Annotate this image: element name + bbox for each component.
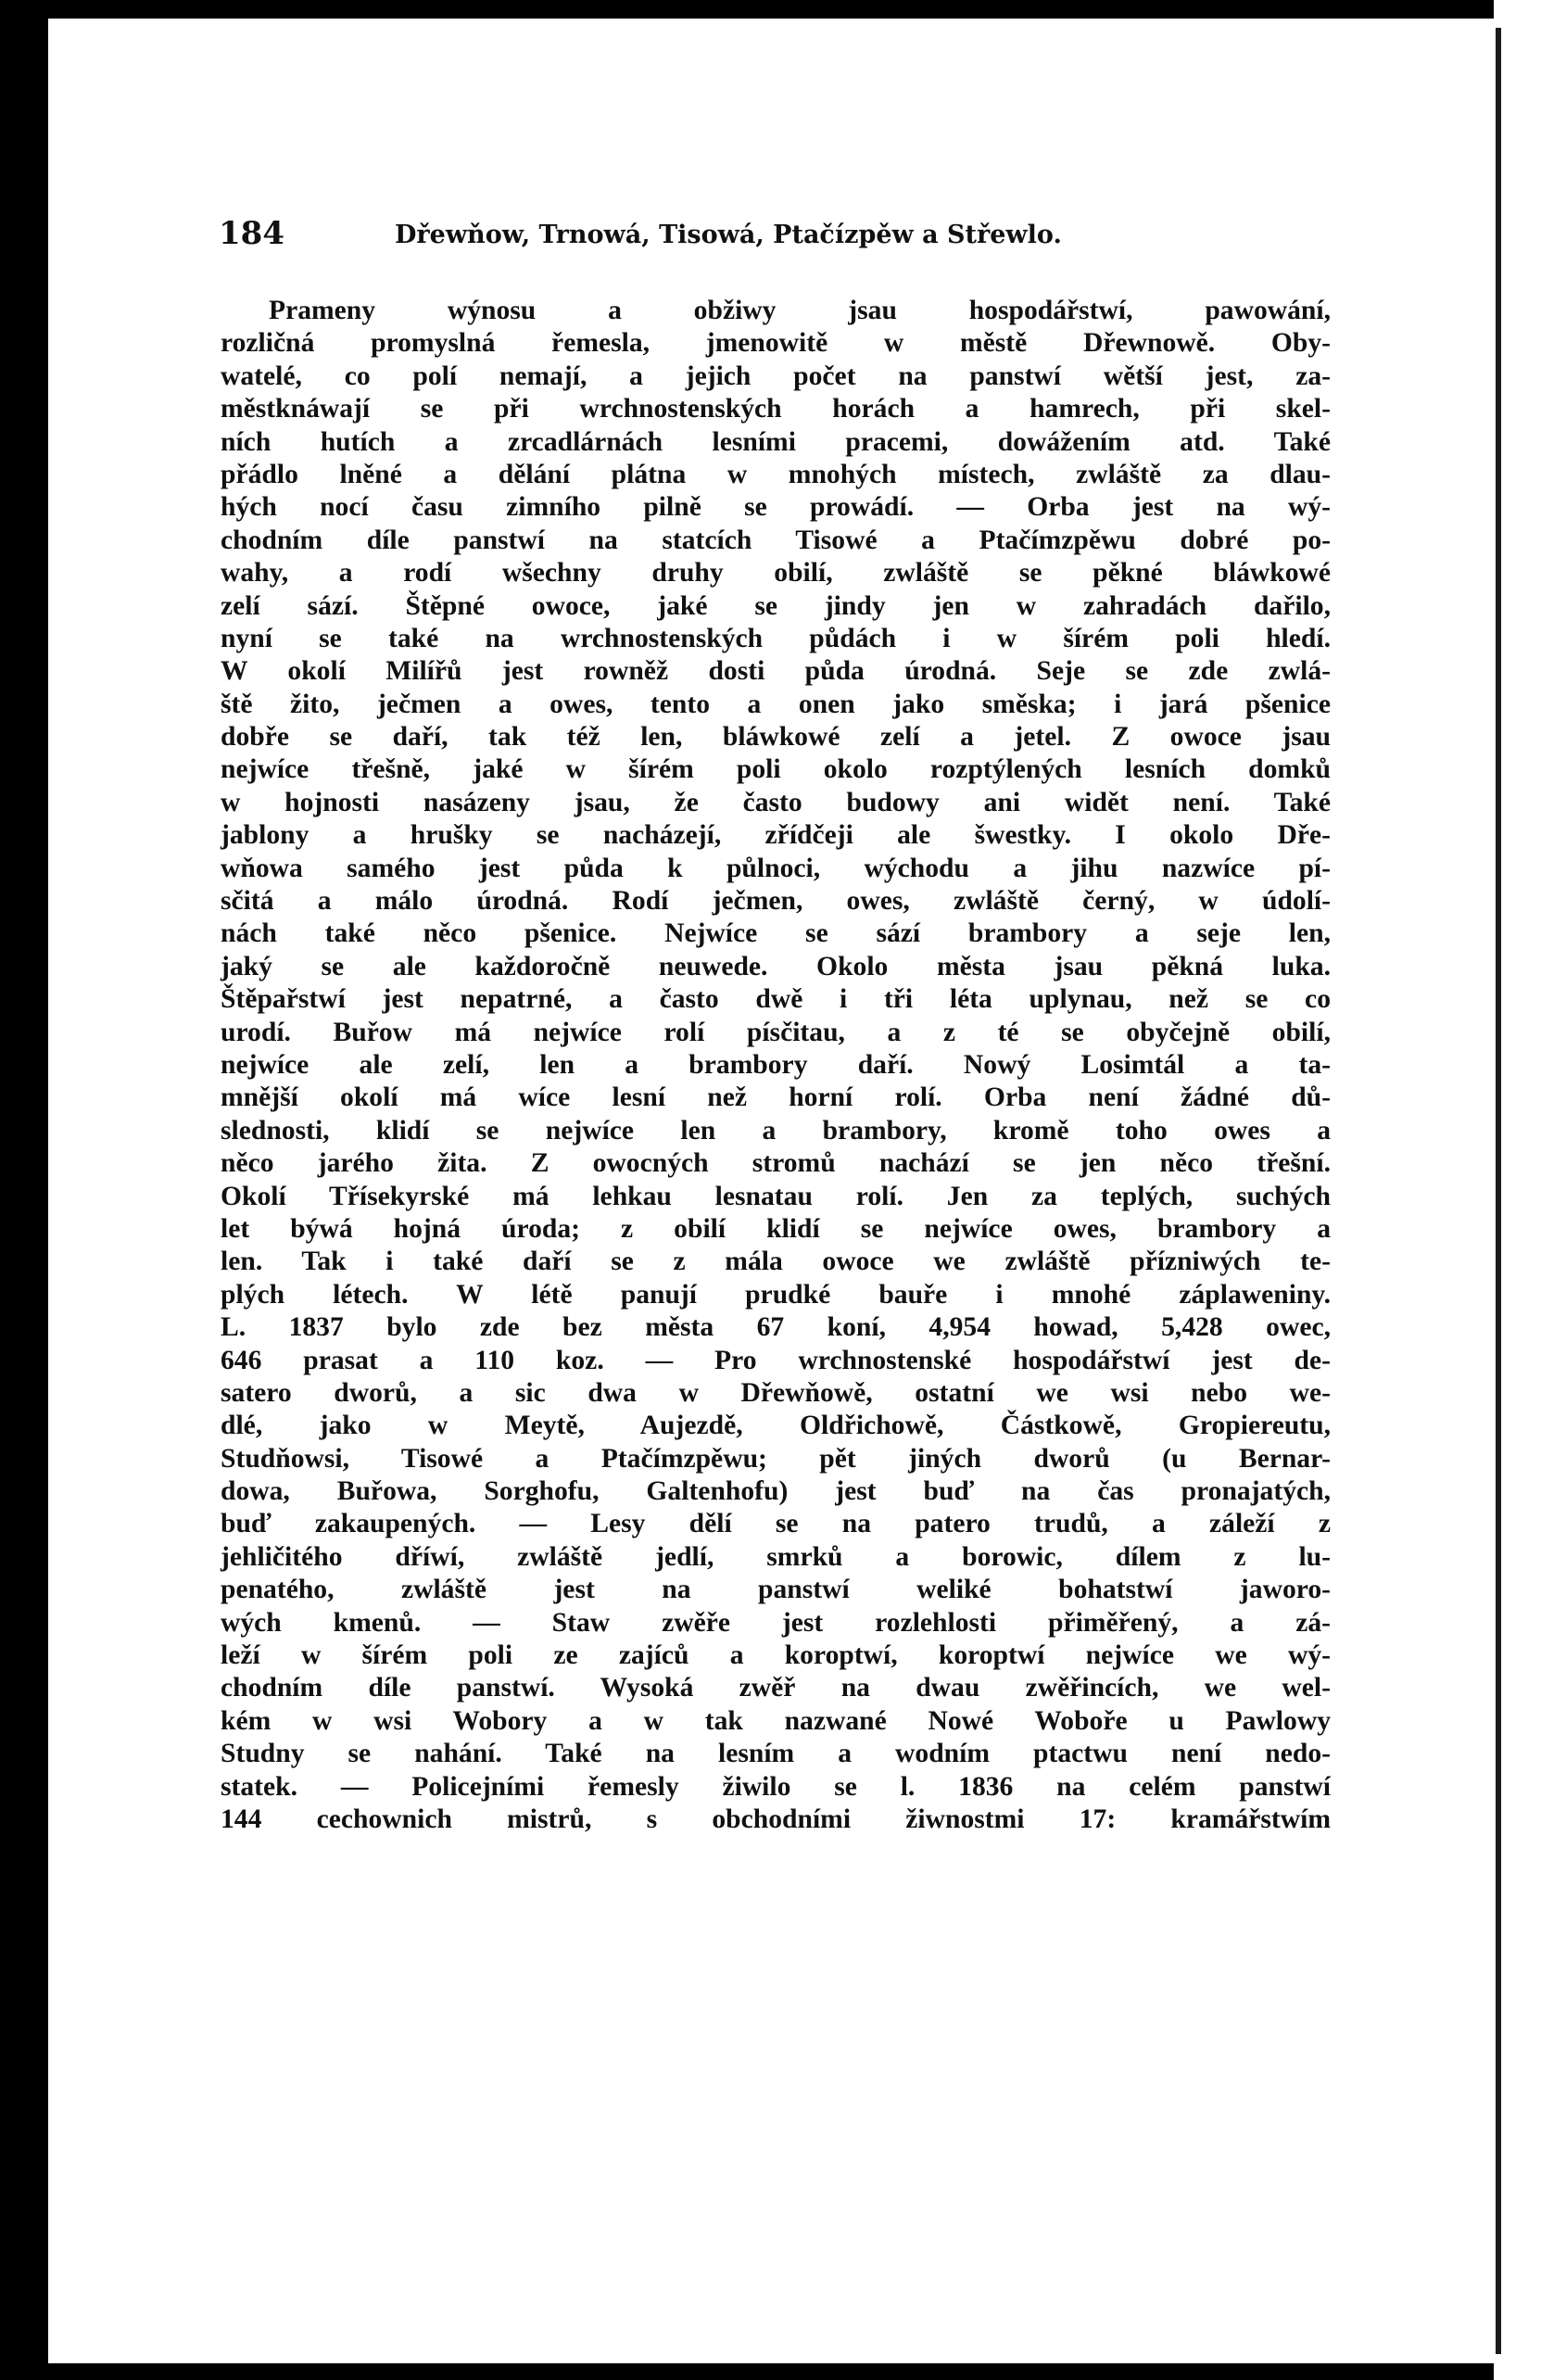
text-line: w hojnosti nasázeny jsau, že často budowy ani widět není. Také bbox=[221, 787, 1331, 817]
text-line: ních hutích a zrcadlárnách lesními pracemi, dowážením atd. Také bbox=[221, 426, 1331, 457]
text-line: Studňowsi, Tisowé a Ptačímzpěwu; pět jiných dworů (u Bernar- bbox=[221, 1443, 1331, 1474]
text-line: dlé, jako w Meytě, Aujezdě, Oldřichowě, Částkowě, Gropiereutu, bbox=[221, 1411, 1331, 1441]
page-edge-shadow bbox=[1496, 28, 1501, 2354]
text-line: wahy, a rodí wšechny druhy obilí, zwláště se pěkné bláwkowé bbox=[221, 558, 1331, 589]
text-line: přádlo lněné a dělání plátna w mnohých místech, zwláště za dlau- bbox=[221, 459, 1331, 489]
text-line: wňowa samého jest půda k půlnoci, wýchodu a jihu nazwíce pí- bbox=[221, 853, 1331, 883]
running-title: Dřewňow, Trnowá, Tisowá, Ptačízpěw a Střewlo. bbox=[395, 221, 1062, 249]
text-line: městknáwají se při wrchnostenských horách a hamrech, při skel- bbox=[221, 394, 1331, 424]
text-line: chodním díle panstwí. Wysoká zwěř na dwau zwěřincích, we wel- bbox=[221, 1673, 1331, 1703]
text-line: nách také něco pšenice. Nejwíce se sází brambory a seje len, bbox=[221, 918, 1331, 949]
body-text bbox=[221, 295, 1331, 1836]
text-line: wých kmenů. — Staw zwěře jest rozlehlosti přiměřený, a zá- bbox=[221, 1607, 1331, 1638]
text-line: W okolí Milířů jest rowněž dosti půda úrodná. Seje se zde zwlá- bbox=[221, 656, 1331, 687]
text-line: Okolí Třísekyrské má lehkau lesnatau rolí. Jen za teplých, suchých bbox=[221, 1181, 1331, 1211]
page-header bbox=[219, 211, 1331, 258]
text-line: nejwíce třešně, jaké w šírém poli okolo rozptýlených lesních domků bbox=[221, 754, 1331, 785]
text-line: 646 prasat a 110 koz. — Pro wrchnostenské hospodářstwí jest de- bbox=[221, 1345, 1331, 1375]
text-line: let býwá hojná úroda; z obilí klidí se nejwíce owes, brambory a bbox=[221, 1213, 1331, 1244]
text-line: leží w šírém poli ze zajíců a koroptwí, koroptwí nejwíce we wý- bbox=[221, 1640, 1331, 1671]
page-number: 184 bbox=[219, 215, 284, 252]
text-line: dowa, Buřowa, Sorghofu, Galtenhofu) jest buď na čas pronajatých, bbox=[221, 1476, 1331, 1507]
text-line: len. Tak i také daří se z mála owoce we zwláště přízniwých te- bbox=[221, 1247, 1331, 1277]
text-line: L. 1837 bylo zde bez města 67 koní, 4,954 howad, 5,428 owec, bbox=[221, 1312, 1331, 1343]
text-line: Štěpařstwí jest nepatrné, a často dwě i tři léta uplynau, než se co bbox=[221, 984, 1331, 1015]
text-line: statek. — Policejními řemesly žiwilo se l. 1836 na celém panstwí bbox=[221, 1771, 1331, 1802]
text-line: hých nocí času zimního pilně se prowádí. — Orba jest na wý- bbox=[221, 492, 1331, 523]
text-line: satero dworů, a sic dwa w Dřewňowě, ostatní we wsi nebo we- bbox=[221, 1377, 1331, 1408]
text-line: kém w wsi Wobory a w tak nazwané Nowé Woboře u Pawlowy bbox=[221, 1705, 1331, 1736]
text-line: rozličná promyslná řemesla, jmenowitě w městě Dřewnowě. Oby- bbox=[221, 328, 1331, 359]
text-line: slednosti, klidí se nejwíce len a brambory, kromě toho owes a bbox=[221, 1115, 1331, 1146]
text-line: plých létech. W létě panují prudké bauře i mnohé záplaweniny. bbox=[221, 1279, 1331, 1310]
text-line: watelé, co polí nemají, a jejich počet na panstwí wětší jest, za- bbox=[221, 361, 1331, 391]
text-line: jaký se ale každoročně neuwede. Okolo města jsau pěkná luka. bbox=[221, 951, 1331, 981]
text-line: jehličitého dříwí, zwláště jedlí, smrků a borowic, dílem z lu- bbox=[221, 1541, 1331, 1572]
adjacent-page-edge bbox=[1494, 0, 1541, 2380]
text-line: buď zakaupených. — Lesy dělí se na patero trudů, a záleží z bbox=[221, 1509, 1331, 1539]
text-line: penatého, zwláště jest na panstwí weliké bohatstwí jaworo- bbox=[221, 1575, 1331, 1605]
text-line: nyní se také na wrchnostenských půdách i w šírém poli hledí. bbox=[221, 623, 1331, 653]
text-line: urodí. Buřow má nejwíce rolí písčitau, a z té se obyčejně obilí, bbox=[221, 1017, 1331, 1047]
text-line: Prameny wýnosu a obžiwy jsau hospodářstwí, pawowání, bbox=[269, 296, 1331, 325]
text-line: sčitá a málo úrodná. Rodí ječmen, owes, zwláště černý, w údolí- bbox=[221, 886, 1331, 917]
text-line: jablony a hrušky se nacházejí, zřídčeji ale šwestky. I okolo Dře- bbox=[221, 820, 1331, 851]
text-line: zelí sází. Štěpné owoce, jaké se jindy jen w zahradách dařilo, bbox=[221, 590, 1331, 621]
text-line: něco jarého žita. Z owocných stromů nachází se jen něco třešní. bbox=[221, 1148, 1331, 1179]
text-line: dobře se daří, tak též len, bláwkowé zelí a jetel. Z owoce jsau bbox=[221, 722, 1331, 753]
text-line: chodním díle panstwí na statcích Tisowé a Ptačímzpěwu dobré po- bbox=[221, 525, 1331, 555]
text-line: Studny se nahání. Také na lesním a wodním ptactwu není nedo- bbox=[221, 1739, 1331, 1769]
text-line: nejwíce ale zelí, len a brambory daří. Nowý Losimtál a ta- bbox=[221, 1049, 1331, 1080]
text-line: ště žito, ječmen a owes, tento a onen jako směska; i jará pšenice bbox=[221, 689, 1331, 719]
text-line: 144 cechownich mistrů, s obchodními žiwnostmi 17: kramářstwím bbox=[221, 1804, 1331, 1834]
text-line: mnější okolí má wíce lesní než horní rolí. Orba není žádné dů- bbox=[221, 1082, 1331, 1113]
